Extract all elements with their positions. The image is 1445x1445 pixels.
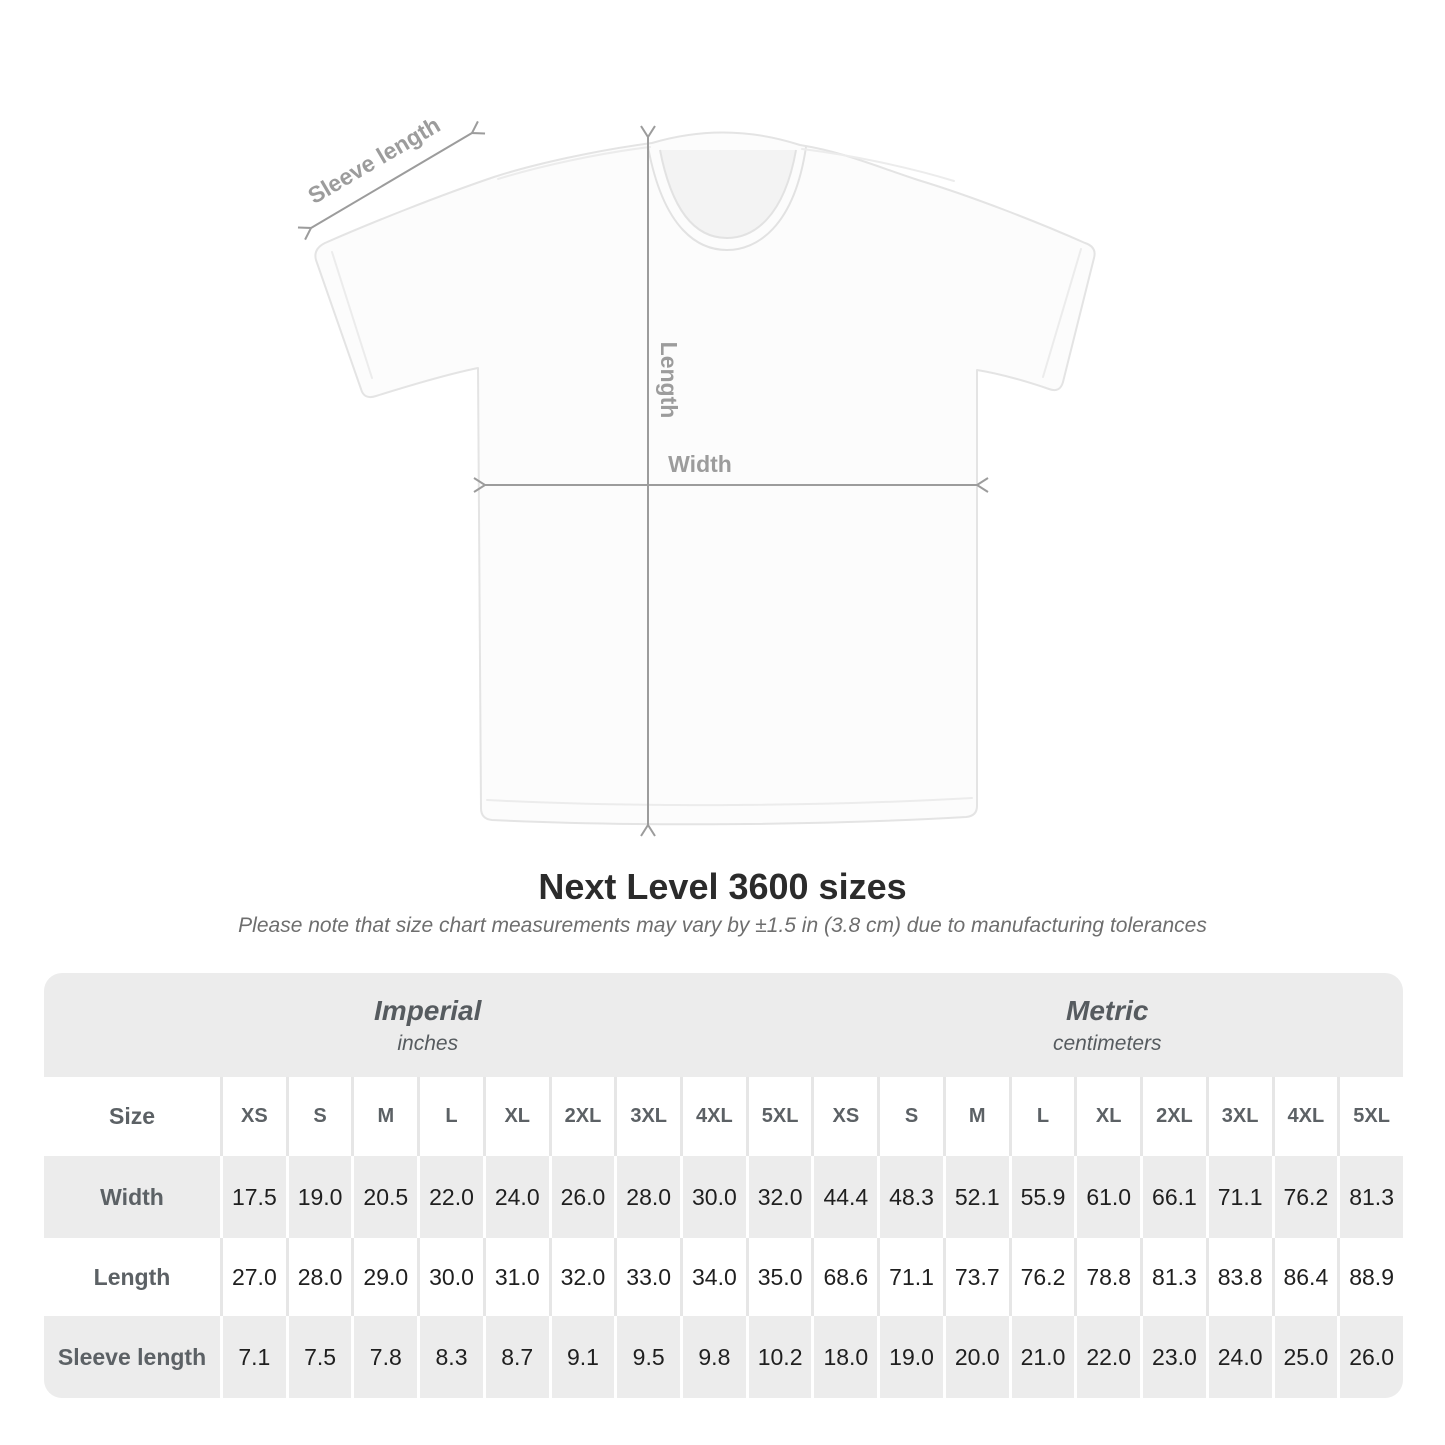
value-cell: 34.0 <box>680 1238 746 1316</box>
measurement-row <box>44 1238 1403 1316</box>
value-cell: 25.0 <box>1272 1316 1338 1398</box>
value-cell: 9.1 <box>549 1316 615 1398</box>
imperial-label: Imperial <box>374 994 482 1026</box>
value-cell: 26.0 <box>549 1156 615 1238</box>
value-cell: 22.0 <box>1074 1316 1140 1398</box>
value-cell: 19.0 <box>877 1316 943 1398</box>
value-cell: 61.0 <box>1074 1156 1140 1238</box>
value-cell: 23.0 <box>1140 1316 1206 1398</box>
measurement-row-label: Sleeve length <box>57 1343 207 1370</box>
unit-group-row <box>44 973 1403 1077</box>
value-cell: 28.0 <box>614 1156 680 1238</box>
metric-group-header <box>811 973 1403 1077</box>
width-label: Width <box>668 451 732 477</box>
size-column-header: L <box>1009 1077 1075 1156</box>
value-cell: 76.2 <box>1272 1156 1338 1238</box>
value-cell: 8.7 <box>483 1316 549 1398</box>
imperial-unit: inches <box>397 1031 459 1055</box>
measurement-row-label: Width <box>100 1183 164 1210</box>
measurement-row <box>44 1156 1403 1238</box>
size-column-header: 2XL <box>1140 1077 1206 1156</box>
size-column-header: 5XL <box>746 1077 812 1156</box>
tshirt-graphic <box>315 132 1094 824</box>
size-column-header: M <box>351 1077 417 1156</box>
value-cell: 78.8 <box>1074 1238 1140 1316</box>
tolerance-note: Please note that size chart measurements may vary by ±1.5 in (3.8 cm) due to manufacturing tolerances <box>238 914 1207 937</box>
size-column-header: XL <box>1074 1077 1140 1156</box>
measurement-row-label: Length <box>93 1263 171 1290</box>
size-column-header: XS <box>811 1077 877 1156</box>
size-column-header: S <box>286 1077 352 1156</box>
value-cell: 71.1 <box>1206 1156 1272 1238</box>
value-cell: 7.5 <box>286 1316 352 1398</box>
value-cell: 68.6 <box>811 1238 877 1316</box>
value-cell: 7.8 <box>351 1316 417 1398</box>
value-cell: 76.2 <box>1009 1238 1075 1316</box>
value-cell: 10.2 <box>746 1316 812 1398</box>
length-label: Length <box>656 341 682 419</box>
value-cell: 73.7 <box>943 1238 1009 1316</box>
size-label-cell: Size <box>44 1077 220 1156</box>
value-cell: 27.0 <box>220 1238 286 1316</box>
value-cell: 20.0 <box>943 1316 1009 1398</box>
value-cell: 7.1 <box>220 1316 286 1398</box>
value-cell: 30.0 <box>680 1156 746 1238</box>
size-column-header: 4XL <box>680 1077 746 1156</box>
value-cell: 9.8 <box>680 1316 746 1398</box>
value-cell: 44.4 <box>811 1156 877 1238</box>
value-cell: 55.9 <box>1009 1156 1075 1238</box>
value-cell: 21.0 <box>1009 1316 1075 1398</box>
value-cell: 9.5 <box>614 1316 680 1398</box>
page-title: Next Level 3600 sizes <box>538 866 907 907</box>
size-column-header: 3XL <box>614 1077 680 1156</box>
size-column-header: 3XL <box>1206 1077 1272 1156</box>
value-cell: 8.3 <box>417 1316 483 1398</box>
size-column-header: XL <box>483 1077 549 1156</box>
value-cell: 31.0 <box>483 1238 549 1316</box>
value-cell: 66.1 <box>1140 1156 1206 1238</box>
size-header-row <box>44 1077 1403 1156</box>
size-column-header: XS <box>220 1077 286 1156</box>
value-cell: 20.5 <box>351 1156 417 1238</box>
value-cell: 88.9 <box>1337 1238 1403 1316</box>
value-cell: 18.0 <box>811 1316 877 1398</box>
value-cell: 32.0 <box>746 1156 812 1238</box>
value-cell: 48.3 <box>877 1156 943 1238</box>
size-column-header: S <box>877 1077 943 1156</box>
value-cell: 17.5 <box>220 1156 286 1238</box>
value-cell: 26.0 <box>1337 1316 1403 1398</box>
value-cell: 81.3 <box>1337 1156 1403 1238</box>
sleeve-length-label: Sleeve length <box>303 111 445 209</box>
size-column-header: 5XL <box>1337 1077 1403 1156</box>
measurement-row <box>44 1316 1403 1398</box>
value-cell: 28.0 <box>286 1238 352 1316</box>
value-cell: 83.8 <box>1206 1238 1272 1316</box>
metric-unit: centimeters <box>1052 1031 1162 1055</box>
value-cell: 32.0 <box>549 1238 615 1316</box>
value-cell: 24.0 <box>483 1156 549 1238</box>
value-cell: 19.0 <box>286 1156 352 1238</box>
value-cell: 52.1 <box>943 1156 1009 1238</box>
size-table <box>44 973 1403 1398</box>
value-cell: 30.0 <box>417 1238 483 1316</box>
value-cell: 86.4 <box>1272 1238 1338 1316</box>
size-column-header: L <box>417 1077 483 1156</box>
value-cell: 35.0 <box>746 1238 812 1316</box>
value-cell: 22.0 <box>417 1156 483 1238</box>
metric-label: Metric <box>1066 994 1149 1026</box>
size-column-header: 4XL <box>1272 1077 1338 1156</box>
size-column-header: M <box>943 1077 1009 1156</box>
size-column-header: 2XL <box>549 1077 615 1156</box>
imperial-group-header <box>44 973 811 1077</box>
value-cell: 24.0 <box>1206 1316 1272 1398</box>
value-cell: 71.1 <box>877 1238 943 1316</box>
value-cell: 29.0 <box>351 1238 417 1316</box>
value-cell: 81.3 <box>1140 1238 1206 1316</box>
value-cell: 33.0 <box>614 1238 680 1316</box>
